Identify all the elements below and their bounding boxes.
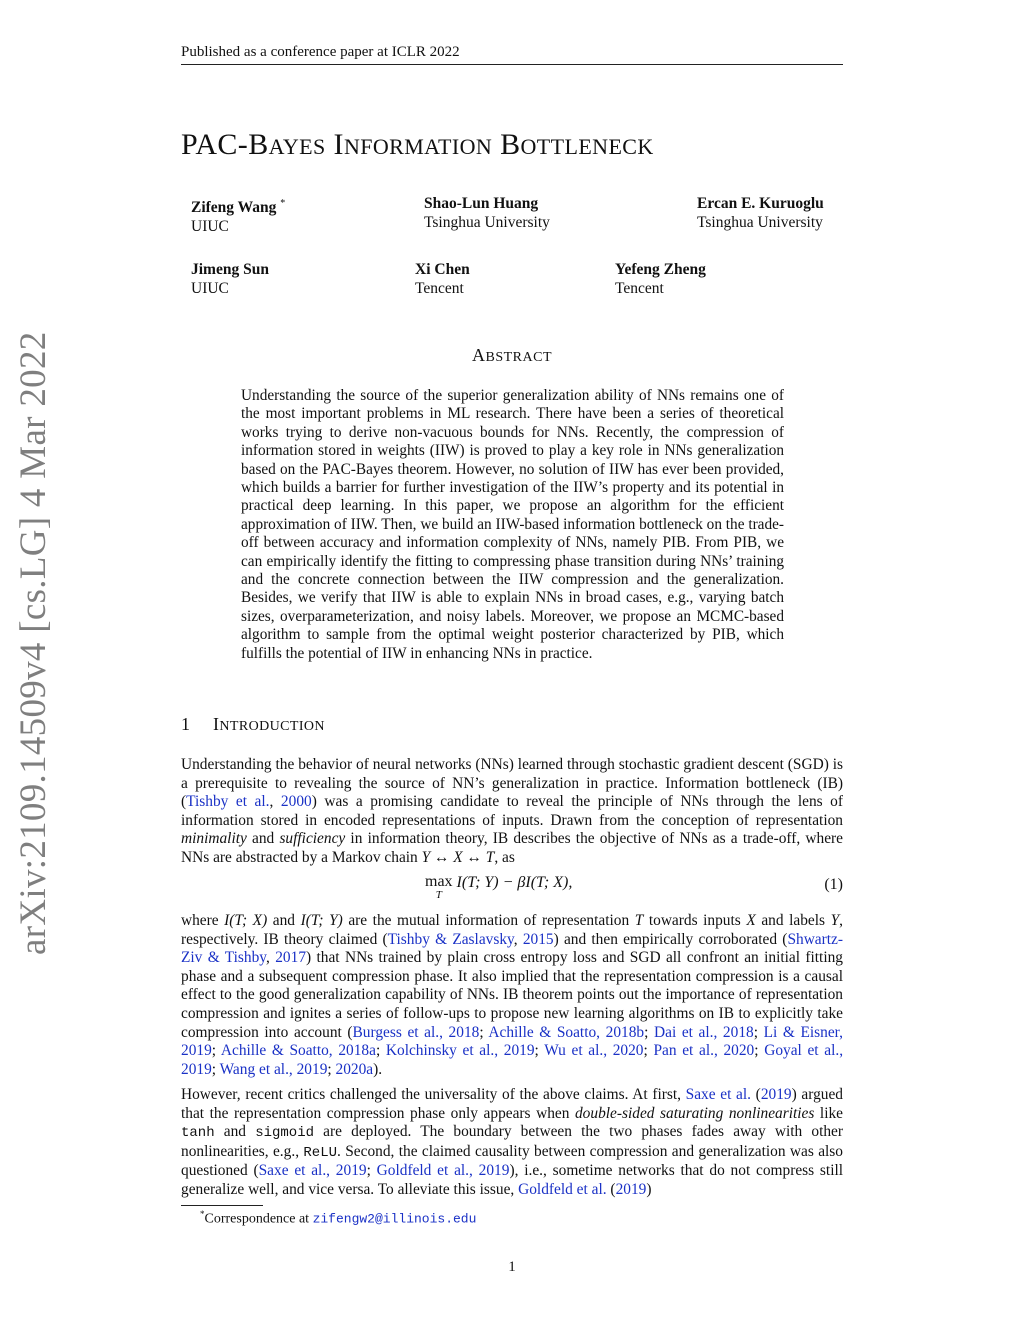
- email-link[interactable]: zifengw2@illinois.edu: [312, 1211, 477, 1227]
- section-heading: 1 INTRODUCTION: [181, 714, 325, 734]
- footnote-rule: [181, 1205, 263, 1206]
- citation-link[interactable]: Shwartz-Ziv & Tishby: [181, 930, 843, 967]
- max-operator: max T: [425, 873, 453, 901]
- citation-link[interactable]: Tishby et al.: [186, 793, 270, 811]
- paper-title: PAC-BAYES INFORMATION BOTTLENECK: [181, 128, 654, 161]
- author-name: Xi Chen: [415, 261, 470, 278]
- author-block: [191, 260, 269, 298]
- citation-link[interactable]: 2020a: [335, 1060, 374, 1078]
- code-tanh: tanh: [181, 1125, 215, 1142]
- author-block: [697, 194, 824, 232]
- author-affiliation: UIUC: [191, 280, 229, 297]
- citation-link[interactable]: Goyal et al., 2019: [181, 1042, 844, 1078]
- citation-link[interactable]: Goldfeld et al.: [518, 1180, 607, 1198]
- equation-1: max T I(T; Y) − βI(T; X), (1): [425, 873, 843, 901]
- paragraph-intro: Understanding the behavior of neural networks (NNs) learned through stochastic gradient descent (SGD) is a prerequisite to revealing the source of NN’s generalization in practice. Information bottleneck (IB) (Tishby et al., 2000) was a promising candidate to reveal the principle of NNs through the lens of information stored in encoded representations of inputs. Drawn from the conception of representation minimality and sufficiency in information theory, IB describes the objective of NNs as a trade-off, where NNs are abstracted by a Markov chain Y ↔ X ↔ T, as: [181, 756, 844, 866]
- author-affiliation: Tsinghua University: [424, 214, 550, 231]
- running-header: Published as a conference paper at ICLR 2022: [181, 44, 843, 65]
- author-affiliation: Tsinghua University: [697, 214, 823, 231]
- author-name: Ercan E. Kuruoglu: [697, 195, 824, 212]
- citation-link[interactable]: Wang et al., 2019: [219, 1060, 328, 1078]
- author-affiliation: UIUC: [191, 218, 229, 236]
- citation-link[interactable]: 2019: [760, 1086, 792, 1103]
- citation-link[interactable]: 2017: [275, 949, 307, 967]
- citation-link[interactable]: Achille & Soatto, 2018b: [488, 1023, 645, 1041]
- citation-link[interactable]: Li & Eisner, 2019: [181, 1023, 844, 1060]
- citation-link[interactable]: 2019: [615, 1180, 647, 1198]
- author-block: [615, 260, 706, 298]
- abstract-body: Understanding the source of the superior generalization ability of NNs remains one of the most important problems in ML research. There have been a series of theoretical works trying to derive non-vacuous bounds for NNs. Recently, the compression of information stored in weights (IIW) is proved to play a key role in NNs generalization based on the PAC-Bayes theorem. However, no solution of IIW has ever been provided, which builds a barrier for further investigation of the IIW’s property and its potential in practical deep learning. In this paper, we propose an algorithm for the efficient approximation of IIW. Then, we build an IIW-based information bottleneck on the trade-off between accuracy and information complexity of NNs, namely PIB. From PIB, we can empirically identify the fitting to compressing phase transition during NNs’ training and the concrete connection between the IIW compression and the generalization. Besides, we verify that IIW is able to explain NNs in broad cases, e.g., varying batch sizes, overparameterization, and noisy labels. Moreover, we propose an MCMC-based algorithm to sample from the optimal weight posterior characterized by PIB, which fulfills the potential of IIW in enhancing NNs in practice.: [241, 387, 784, 662]
- paragraph-ib-theory: where I(T; X) and I(T; Y) are the mutual information of representation T towards inputs X and labels Y, respectively. IB theory claimed (Tishby & Zaslavsky, 2015) and then empirically corroborated (Shwartz-Ziv & Tishby, 2017) that NNs trained by plain cross entropy loss and SGD all confront an initial fitting phase and a subsequent compression phase. It also implied that the representation compression is a causal effect to the good generalization capability of NNs. IB theorem points out the importance of representation compression and ignites a series of follow-ups to propose new learning algorithms on IB to explicitly take compression into account (Burgess et al., 2018; Achille & Soatto, 2018b; Dai et al., 2018; Li & Eisner, 2019; Achille & Soatto, 2018a; Kolchinsky et al., 2019; Wu et al., 2020; Pan et al., 2020; Goyal et al., 2019; Wang et al., 2019; 2020a).: [181, 912, 844, 1078]
- author-name: Zifeng Wang: [191, 199, 277, 217]
- author-affiliation: Tencent: [615, 280, 664, 297]
- author-block: [415, 260, 470, 298]
- footnote-mark[interactable]: *: [280, 198, 286, 209]
- author-affiliation: Tencent: [415, 280, 464, 297]
- page-number: 1: [508, 1259, 516, 1275]
- equation-number: (1): [824, 876, 843, 893]
- citation-link[interactable]: Kolchinsky et al., 2019: [385, 1042, 535, 1060]
- author-block: [424, 194, 550, 232]
- code-sigmoid: sigmoid: [255, 1125, 314, 1142]
- citation-link[interactable]: Burgess et al., 2018: [352, 1023, 480, 1041]
- citation-link[interactable]: Pan et al., 2020: [653, 1042, 755, 1060]
- author-name: Yefeng Zheng: [615, 261, 706, 278]
- footnote: *Correspondence at zifengw2@illinois.edu: [200, 1209, 477, 1227]
- author-name: Jimeng Sun: [191, 261, 269, 278]
- citation-link[interactable]: Achille & Soatto, 2018a: [220, 1042, 376, 1060]
- code-relu: ReLU: [303, 1144, 338, 1161]
- arxiv-stamp[interactable]: arXiv:2109.14509v4 [cs.LG] 4 Mar 2022: [13, 331, 54, 955]
- author-block: [191, 194, 285, 236]
- citation-link[interactable]: Dai et al., 2018: [654, 1023, 754, 1041]
- author-name: Shao-Lun Huang: [424, 195, 539, 212]
- citation-link[interactable]: Goldfeld et al., 2019: [376, 1162, 510, 1180]
- citation-link[interactable]: 2015: [522, 930, 554, 948]
- citation-link[interactable]: Saxe et al.: [685, 1086, 751, 1103]
- citation-link[interactable]: Saxe et al., 2019: [258, 1162, 367, 1180]
- markov-chain-math: Y ↔ X ↔ T: [421, 848, 495, 866]
- abstract-heading: ABSTRACT: [471, 345, 552, 365]
- citation-link[interactable]: Tishby & Zaslavsky: [387, 930, 514, 948]
- citation-link[interactable]: Wu et al., 2020: [544, 1042, 644, 1060]
- citation-link[interactable]: 2000: [280, 793, 312, 811]
- paragraph-critics: However, recent critics challenged the universality of the above claims. At first, Saxe et al. (2019) argued that the representation compression phase only appears when double-sided saturating nonlinearities like tanh and sigmoid are deployed. The boundary between the two phases fades away with other nonlinearities, e.g., ReLU. Second, the claimed causality between compression and generalization was also questioned (Saxe et al., 2019; Goldfeld et al., 2019), i.e., sometime networks that do not compress still generalize well, and vice versa. To alleviate this issue, Goldfeld et al. (2019): [181, 1086, 844, 1198]
